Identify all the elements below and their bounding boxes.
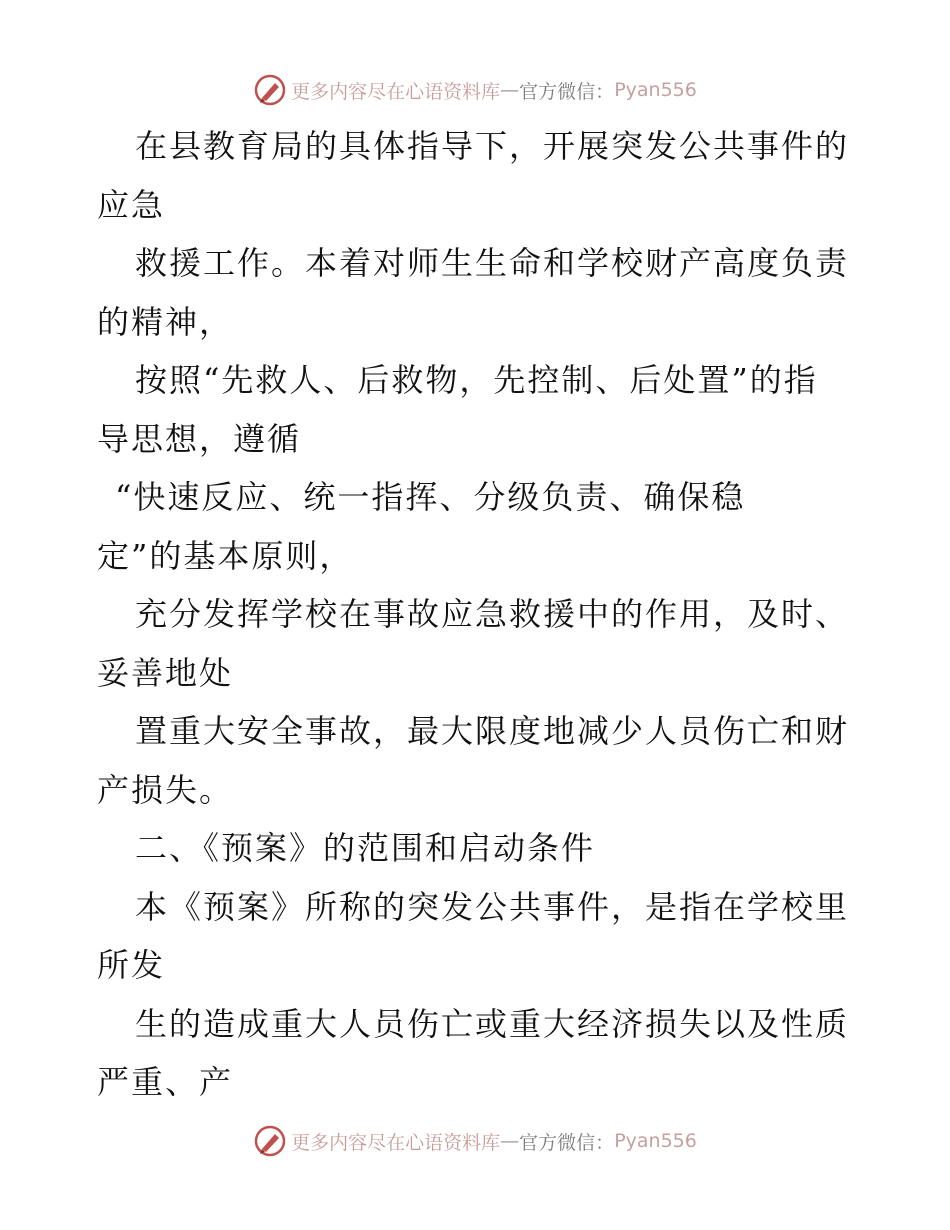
banner-dash: — — [500, 79, 520, 101]
header-watermark-banner — [0, 72, 950, 108]
document-body — [97, 117, 857, 1112]
body-line: 充分发挥学校在事故应急救援中的作用，及时、 — [135, 595, 850, 633]
body-line: 本《预案》所称的突发公共事件，是指在学校里 — [135, 887, 850, 926]
section-heading: 二、《预案》的范围和启动条件 — [135, 829, 596, 867]
body-line: 导思想，遵循 — [97, 419, 302, 458]
body-line: 应急 — [97, 185, 166, 224]
body-line: “快速反应、统一指挥、分级负责、确保稳 — [115, 478, 746, 516]
official-wechat-label: 官方微信： — [519, 80, 615, 103]
wechat-id: Pyan556 — [614, 79, 697, 101]
pen-logo-icon — [253, 73, 287, 107]
body-line: 定”的基本原则， — [97, 536, 354, 575]
body-line: 置重大安全事故，最大限度地减少人员伤亡和财 — [135, 712, 850, 750]
official-wechat-label: 官方微信： — [519, 1131, 615, 1154]
body-line: 所发 — [97, 946, 166, 984]
library-text: 更多内容尽在心语资料库 — [291, 80, 501, 103]
pen-logo-icon — [253, 1124, 287, 1158]
wechat-id: Pyan556 — [614, 1130, 697, 1152]
body-line: 救援工作。本着对师生生命和学校财产高度负责 — [135, 244, 850, 282]
body-line: 生的造成重大人员伤亡或重大经济损失以及性质 — [135, 1004, 850, 1043]
footer-watermark-banner — [0, 1123, 950, 1159]
body-line: 的精神， — [97, 302, 234, 341]
body-line: 在县教育局的具体指导下，开展突发公共事件的 — [135, 127, 850, 165]
body-line: 按照“先救人、后救物，先控制、后处置”的指 — [135, 361, 818, 399]
body-line: 严重、产 — [97, 1063, 234, 1101]
library-text: 更多内容尽在心语资料库 — [291, 1131, 501, 1154]
banner-dash: — — [500, 1130, 520, 1152]
body-line: 妥善地处 — [97, 653, 234, 692]
body-line: 产损失。 — [97, 770, 234, 809]
